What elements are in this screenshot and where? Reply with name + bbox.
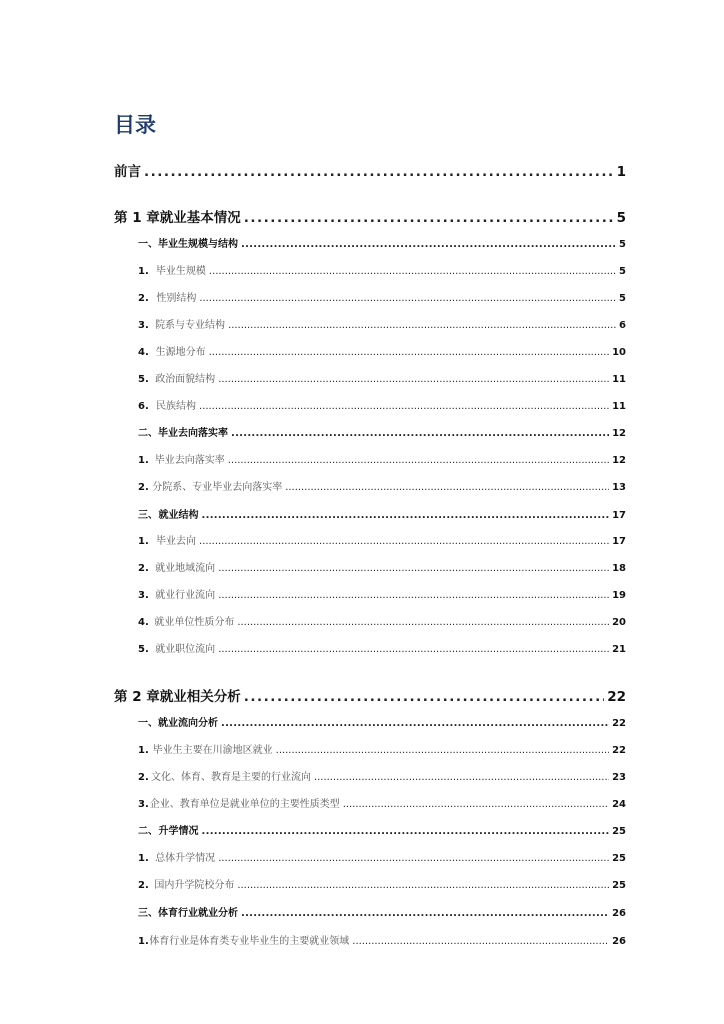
toc-entry-page-number: 22	[607, 689, 626, 705]
dot-leader	[144, 164, 614, 180]
toc-entry-page-number: 25	[612, 853, 626, 864]
toc-entry-label: 体育行业就业分析	[158, 908, 238, 919]
dot-leader	[228, 455, 609, 466]
toc-item-entry[interactable]	[0, 478, 724, 493]
dot-leader	[209, 266, 616, 277]
toc-entry-number: 2.	[138, 563, 149, 574]
toc-entry-number: 2.	[138, 293, 149, 304]
dot-leader	[218, 590, 609, 601]
toc-chapter-entry[interactable]	[0, 160, 724, 180]
dot-leader	[218, 374, 609, 385]
toc-entry-number: 2.	[138, 880, 149, 891]
dot-leader	[221, 718, 609, 729]
toc-entry-page-number: 25	[612, 880, 626, 891]
toc-entry-page-number: 12	[612, 455, 626, 466]
toc-entry-number: 第 2 章	[114, 689, 160, 705]
toc-entry-page-number: 22	[612, 718, 626, 729]
dot-leader	[343, 799, 609, 810]
toc-entry-number: 1.	[138, 853, 149, 864]
toc-entry-label: 前言	[114, 164, 141, 180]
toc-entry-number: 5.	[138, 644, 149, 655]
toc-entry-number: 一、	[138, 239, 158, 250]
toc-item-entry[interactable]	[0, 741, 724, 756]
dot-leader	[202, 510, 610, 521]
toc-entry-number: 二、	[138, 428, 158, 439]
dot-leader	[244, 689, 604, 705]
toc-entry-number: 1.	[138, 745, 149, 756]
toc-item-entry[interactable]	[0, 316, 724, 331]
toc-entry-number: 5.	[138, 374, 149, 385]
toc-entry-page-number: 17	[612, 536, 626, 547]
toc-entry-label: 就业地域流向	[155, 563, 216, 574]
toc-section-entry[interactable]	[0, 235, 724, 250]
dot-leader	[228, 320, 616, 331]
toc-entry-number: 4.	[138, 617, 149, 628]
toc-item-entry[interactable]	[0, 289, 724, 304]
toc-entry-label: 就业行业流向	[155, 590, 216, 601]
dot-leader	[244, 210, 614, 226]
toc-item-entry[interactable]	[0, 795, 724, 810]
toc-entry-label: 民族结构	[156, 401, 197, 412]
toc-entry-number: 2.	[138, 772, 149, 783]
toc-item-entry[interactable]	[0, 849, 724, 864]
toc-entry-number: 三、	[138, 510, 158, 521]
toc-entry-label: 毕业生主要在川渝地区就业	[152, 745, 273, 756]
dot-leader	[209, 347, 609, 358]
toc-section-entry[interactable]	[0, 714, 724, 729]
dot-leader	[314, 772, 609, 783]
toc-entry-number: 1.	[138, 536, 149, 547]
toc-item-entry[interactable]	[0, 262, 724, 277]
toc-entry-number: 1.	[138, 266, 149, 277]
toc-entry-page-number: 11	[612, 374, 626, 385]
toc-entry-label: 国内升学院校分布	[154, 880, 235, 891]
toc-entry-label: 就业相关分析	[159, 689, 241, 705]
dot-leader	[218, 563, 609, 574]
toc-item-entry[interactable]	[0, 768, 724, 783]
toc-entry-page-number: 20	[612, 617, 626, 628]
toc-entry-number: 1.	[138, 455, 149, 466]
toc-entry-page-number: 5	[619, 293, 626, 304]
toc-entry-number: 第 1 章	[114, 210, 160, 226]
toc-entry-page-number: 13	[612, 482, 626, 493]
toc-chapter-entry[interactable]	[0, 206, 724, 226]
toc-item-entry[interactable]	[0, 343, 724, 358]
toc-entry-label: 性别结构	[156, 293, 197, 304]
toc-entry-label: 毕业生规模与结构	[158, 239, 238, 250]
toc-entry-label: 就业基本情况	[159, 210, 241, 226]
toc-entry-page-number: 10	[612, 347, 626, 358]
toc-item-entry[interactable]	[0, 370, 724, 385]
toc-entry-number: 6.	[138, 401, 149, 412]
toc-entry-page-number: 23	[612, 772, 626, 783]
toc-entry-label: 院系与专业结构	[155, 320, 226, 331]
toc-entry-label: 毕业去向落实率	[158, 428, 228, 439]
toc-entry-number: 3.	[138, 590, 149, 601]
toc-entry-label: 生源地分布	[155, 347, 206, 358]
toc-entry-page-number: 6	[619, 320, 626, 331]
toc-entry-label: 政治面貌结构	[155, 374, 216, 385]
toc-entry-label: 就业单位性质分布	[154, 617, 235, 628]
toc-entry-page-number: 5	[619, 239, 626, 250]
toc-entry-page-number: 25	[612, 826, 626, 837]
dot-leader	[202, 826, 610, 837]
toc-entry-page-number: 12	[612, 428, 626, 439]
toc-entry-page-number: 18	[612, 563, 626, 574]
toc-entry-page-number: 21	[612, 644, 626, 655]
dot-leader	[218, 853, 609, 864]
toc-entry-number: 4.	[138, 347, 149, 358]
dot-leader	[237, 617, 609, 628]
toc-entry-page-number: 5	[616, 210, 626, 226]
dot-leader	[199, 536, 609, 547]
toc-entry-label: 文化、体育、教育是主要的行业流向	[150, 772, 311, 783]
toc-entry-label: 分院系、专业毕业去向落实率	[152, 482, 283, 493]
toc-entry-label: 体育行业是体育类专业毕业生的主要就业领域	[149, 936, 350, 947]
toc-entry-label: 就业流向分析	[158, 718, 218, 729]
toc-item-entry[interactable]	[0, 613, 724, 628]
toc-section-entry[interactable]	[0, 904, 724, 919]
toc-item-entry[interactable]	[0, 640, 724, 655]
toc-entry-number: 一、	[138, 718, 158, 729]
dot-leader	[285, 482, 609, 493]
toc-section-entry[interactable]	[0, 424, 724, 439]
dot-leader	[199, 293, 616, 304]
toc-entry-page-number: 26	[612, 936, 626, 947]
toc-entry-page-number: 22	[612, 745, 626, 756]
toc-entry-number: 1.	[138, 936, 149, 947]
dot-leader	[199, 401, 609, 412]
toc-entry-label: 毕业去向	[156, 536, 197, 547]
toc-item-entry[interactable]	[0, 451, 724, 466]
toc-entry-page-number: 26	[612, 908, 626, 919]
toc-item-entry[interactable]	[0, 876, 724, 891]
dot-leader	[241, 908, 609, 919]
toc-entry-number: 三、	[138, 908, 158, 919]
dot-leader	[241, 239, 616, 250]
toc-entry-number: 2.	[138, 482, 149, 493]
toc-title: 目录	[114, 113, 156, 137]
toc-entry-label: 企业、教育单位是就业单位的主要性质类型	[149, 799, 340, 810]
toc-entry-page-number: 5	[619, 266, 626, 277]
toc-entry-number: 3.	[138, 320, 149, 331]
dot-leader	[276, 745, 609, 756]
toc-entry-label: 毕业去向落实率	[154, 455, 225, 466]
toc-entry-page-number: 17	[612, 510, 626, 521]
toc-item-entry[interactable]	[0, 532, 724, 547]
toc-entry-number: 3.	[138, 799, 149, 810]
dot-leader	[352, 936, 609, 947]
toc-chapter-entry[interactable]	[0, 685, 724, 705]
toc-item-entry[interactable]	[0, 559, 724, 574]
toc-section-entry[interactable]	[0, 822, 724, 837]
toc-entry-label: 就业结构	[158, 510, 199, 521]
toc-item-entry[interactable]	[0, 932, 724, 947]
toc-entry-number: 二、	[138, 826, 158, 837]
toc-entry-page-number: 19	[612, 590, 626, 601]
toc-entry-label: 毕业生规模	[155, 266, 206, 277]
toc-entry-label: 就业职位流向	[155, 644, 216, 655]
toc-entry-page-number: 1	[616, 164, 626, 180]
toc-item-entry[interactable]	[0, 586, 724, 601]
toc-entry-label: 总体升学情况	[155, 853, 216, 864]
toc-entry-label: 升学情况	[158, 826, 199, 837]
dot-leader	[218, 644, 609, 655]
dot-leader	[231, 428, 609, 439]
dot-leader	[237, 880, 609, 891]
toc-item-entry[interactable]	[0, 397, 724, 412]
toc-section-entry[interactable]	[0, 506, 724, 521]
toc-entry-page-number: 24	[612, 799, 626, 810]
toc-entry-page-number: 11	[612, 401, 626, 412]
